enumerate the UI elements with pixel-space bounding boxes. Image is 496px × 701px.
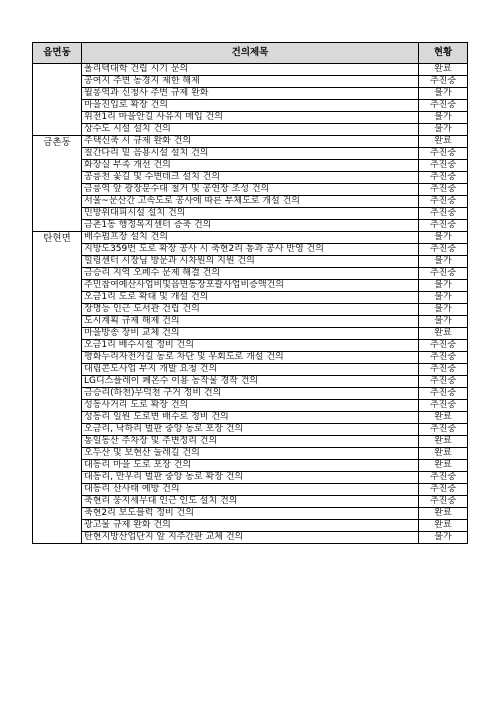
status-cell: 완료 — [419, 520, 468, 532]
proposal-table — [32, 42, 468, 544]
table-row — [33, 436, 468, 448]
status-cell: 추진중 — [419, 484, 468, 496]
table-row — [33, 172, 468, 184]
status-cell: 추진중 — [419, 76, 468, 88]
status-cell: 불가 — [419, 280, 468, 292]
table-header-row — [33, 43, 468, 64]
table-row — [33, 364, 468, 376]
table-row — [33, 244, 468, 256]
status-cell: 추진중 — [419, 196, 468, 208]
table-row — [33, 412, 468, 424]
proposal-title-cell: 광고물 규제 완화 건의 — [82, 520, 419, 532]
status-cell: 완료 — [419, 448, 468, 460]
proposal-title-cell: 탄현지방산업단지 앞 지주간판 교체 건의 — [82, 532, 419, 544]
status-cell: 완료 — [419, 412, 468, 424]
proposal-title-cell: LG디스플레이 폐온수 이용 농작물 경작 건의 — [82, 376, 419, 388]
proposal-title-cell: 도시계획 규제 해제 건의 — [82, 316, 419, 328]
proposal-title-cell: 민방위대피시설 설치 건의 — [82, 208, 419, 220]
header-title: 건의제목 — [82, 43, 419, 64]
table-row — [33, 268, 468, 280]
status-cell: 추진중 — [419, 376, 468, 388]
table-row — [33, 448, 468, 460]
table-row — [33, 148, 468, 160]
status-cell: 완료 — [419, 136, 468, 148]
proposal-title-cell: 평화누리자전거길 농로 차단 및 우회도로 개설 건의 — [82, 352, 419, 364]
status-cell: 완료 — [419, 460, 468, 472]
proposal-status-sheet — [32, 42, 467, 544]
table-row — [33, 496, 468, 508]
status-cell: 추진중 — [419, 244, 468, 256]
status-cell: 불가 — [419, 532, 468, 544]
table-row — [33, 136, 468, 148]
table-row — [33, 208, 468, 220]
status-cell: 추진중 — [419, 400, 468, 412]
proposal-title-cell: 배수펌프장 설치 건의 — [82, 232, 419, 244]
status-cell: 추진중 — [419, 424, 468, 436]
table-row — [33, 232, 468, 244]
proposal-title-cell: 오금1리 도로 확대 및 개설 건의 — [82, 292, 419, 304]
status-cell: 추진중 — [419, 472, 468, 484]
proposal-title-cell: 장명등 인근 도서관 건립 건의 — [82, 304, 419, 316]
table-row — [33, 292, 468, 304]
status-cell: 추진중 — [419, 352, 468, 364]
proposal-title-cell: 화장실 부족 개선 건의 — [82, 160, 419, 172]
status-cell: 추진중 — [419, 268, 468, 280]
table-row — [33, 328, 468, 340]
status-cell: 추진중 — [419, 340, 468, 352]
district-cell: 금촌동 — [33, 136, 82, 232]
table-row — [33, 532, 468, 544]
table-row — [33, 112, 468, 124]
table-row — [33, 280, 468, 292]
district-cell — [33, 64, 82, 136]
proposal-title-cell: 성동사거리 도로 확장 건의 — [82, 400, 419, 412]
status-cell: 불가 — [419, 304, 468, 316]
status-cell: 불가 — [419, 256, 468, 268]
table-row — [33, 460, 468, 472]
status-cell: 추진중 — [419, 160, 468, 172]
table-row — [33, 256, 468, 268]
status-cell: 추진중 — [419, 100, 468, 112]
table-row — [33, 220, 468, 232]
proposal-title-cell: 축현리 웅지세무대 인근 인도 설치 건의 — [82, 496, 419, 508]
proposal-title-cell: 오금리, 낙하리 벌판 중앙 농로 포장 건의 — [82, 424, 419, 436]
status-cell: 완료 — [419, 508, 468, 520]
table-body — [33, 64, 468, 544]
status-cell: 추진중 — [419, 208, 468, 220]
proposal-title-cell: 폴리텍대학 건립 시기 문의 — [82, 64, 419, 76]
proposal-title-cell: 금승리 지역 오페수 문제 해결 건의 — [82, 268, 419, 280]
status-cell: 추진중 — [419, 388, 468, 400]
header-status: 현황 — [419, 43, 468, 64]
table-row — [33, 64, 468, 76]
table-row — [33, 400, 468, 412]
proposal-title-cell: 주택신축 시 규제 완화 건의 — [82, 136, 419, 148]
table-row — [33, 484, 468, 496]
header-district: 읍면동 — [33, 43, 82, 64]
proposal-title-cell: 월롱역과 신청사 주변 규제 완화 — [82, 88, 419, 100]
status-cell: 추진중 — [419, 220, 468, 232]
status-cell: 추진중 — [419, 148, 468, 160]
proposal-title-cell: 칠간다리 밑 음용시설 설치 건의 — [82, 148, 419, 160]
table-row — [33, 508, 468, 520]
proposal-title-cell: 성동리 일원 도로변 배수로 정비 건의 — [82, 412, 419, 424]
status-cell: 불가 — [419, 124, 468, 136]
proposal-title-cell: 지방도359번 도로 확장 공사 시 축현2리 통과 공사 반영 건의 — [82, 244, 419, 256]
proposal-title-cell: 대동리 마을 도로 포장 건의 — [82, 460, 419, 472]
proposal-title-cell: 공여지 주변 농경지 제한 해제 — [82, 76, 419, 88]
proposal-title-cell: 축현2리 보도블럭 정비 건의 — [82, 508, 419, 520]
proposal-title-cell: 서울~문산간 고속도로 공사에 따른 부체도로 개설 건의 — [82, 196, 419, 208]
proposal-title-cell: 상수도 시설 설치 건의 — [82, 124, 419, 136]
table-row — [33, 76, 468, 88]
proposal-title-cell: 마을진입로 확장 건의 — [82, 100, 419, 112]
table-row — [33, 124, 468, 136]
status-cell: 추진중 — [419, 172, 468, 184]
proposal-title-cell: 대동리, 만우리 벌판 중앙 농로 확장 건의 — [82, 472, 419, 484]
status-cell: 불가 — [419, 232, 468, 244]
district-cell: 탄현면 — [33, 232, 82, 544]
table-row — [33, 352, 468, 364]
table-row — [33, 184, 468, 196]
status-cell: 불가 — [419, 316, 468, 328]
table-row — [33, 388, 468, 400]
status-cell: 불가 — [419, 88, 468, 100]
status-cell: 불가 — [419, 292, 468, 304]
proposal-title-cell: 대림콘도사업 부지 개발 요청 건의 — [82, 364, 419, 376]
status-cell: 완료 — [419, 436, 468, 448]
proposal-title-cell: 공릉천 꽃길 및 수변데크 설치 건의 — [82, 172, 419, 184]
proposal-title-cell: 주민참여예산사업비및읍면동장포괄사업비증액건의 — [82, 280, 419, 292]
table-row — [33, 520, 468, 532]
proposal-title-cell: 대동리 산사태 예방 건의 — [82, 484, 419, 496]
proposal-title-cell: 금릉역 앞 광장분수대 철거 및 공연장 조성 건의 — [82, 184, 419, 196]
table-row — [33, 376, 468, 388]
proposal-title-cell: 금승리(하천)무덕천 구거 정비 건의 — [82, 388, 419, 400]
proposal-title-cell: 힐링센터 시장님 방문과 시차원의 지원 건의 — [82, 256, 419, 268]
status-cell: 완료 — [419, 328, 468, 340]
proposal-title-cell: 위전1리 마을안길 사유지 매입 건의 — [82, 112, 419, 124]
table-row — [33, 196, 468, 208]
status-cell: 완료 — [419, 64, 468, 76]
status-cell: 추진중 — [419, 184, 468, 196]
table-row — [33, 316, 468, 328]
proposal-title-cell: 오두산 및 보현산 둘레길 건의 — [82, 448, 419, 460]
status-cell: 추진중 — [419, 364, 468, 376]
proposal-title-cell: 오금1리 배수시설 정비 건의 — [82, 340, 419, 352]
table-row — [33, 424, 468, 436]
proposal-title-cell: 통일동산 주차장 및 주변정리 건의 — [82, 436, 419, 448]
proposal-title-cell: 마을방송 장비 교체 건의 — [82, 328, 419, 340]
table-row — [33, 88, 468, 100]
table-row — [33, 160, 468, 172]
table-row — [33, 100, 468, 112]
table-row — [33, 472, 468, 484]
status-cell: 불가 — [419, 112, 468, 124]
table-row — [33, 340, 468, 352]
proposal-title-cell: 금촌1동 행정복지센터 증축 건의 — [82, 220, 419, 232]
table-row — [33, 304, 468, 316]
status-cell: 추진중 — [419, 496, 468, 508]
